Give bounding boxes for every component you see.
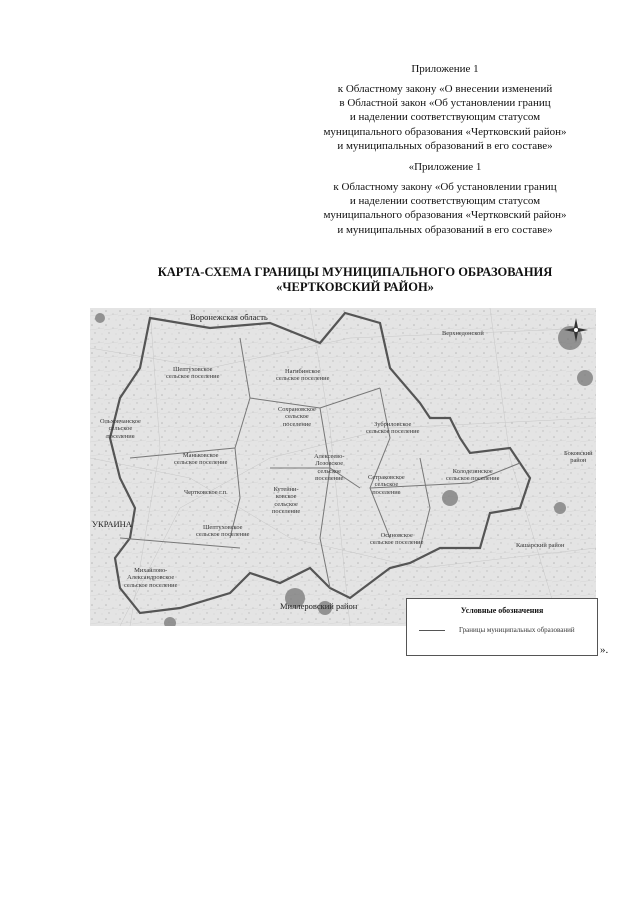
settlement-label: Сохрановское сельское поселение	[278, 406, 316, 428]
map-legend	[406, 598, 598, 656]
settlement-label: Чертковское г.п.	[184, 489, 228, 496]
voronezh-label: Воронежская область	[190, 312, 268, 322]
settlement-label: Маньковское сельское поселение	[174, 452, 228, 467]
settlement-label: Кутейни- ковское сельское поселение	[272, 486, 301, 516]
settlement-label: Осиновское сельское поселение	[370, 532, 424, 547]
bokovsky-label: Боковский район	[564, 450, 593, 465]
map-title: КАРТА-СХЕМА ГРАНИЦЫ МУНИЦИПАЛЬНОГО ОБРАЗОВАНИЯ «ЧЕРТКОВСКИЙ РАЙОН»	[157, 265, 553, 294]
legend-title: Условные обозначения	[460, 606, 544, 615]
annex-description: к Областному закону «О внесении изменений в Областной закон «Об установлении границ и наделении соответствующим статусом муниципального образования «Чертковский район» и муниципальных образований в его составе»	[323, 83, 567, 152]
inner-annex-title: «Приложение 1	[408, 161, 482, 173]
settlement-label: Алексеево- Лозовское сельское поселение	[314, 453, 345, 483]
millerovo-label: Миллеровский район	[280, 601, 358, 611]
ukraine-label: УКРАИНА	[92, 519, 132, 529]
settlement-label: Шептуховское сельское поселение	[166, 366, 220, 381]
settlement-label: Нагибинское сельское поселение	[276, 368, 330, 383]
district-map	[90, 308, 596, 626]
inner-annex-description: к Областному закону «Об установлении границ и наделении соответствующим статусом муниципального образования «Чертковский район» и муниципальных образований в его составе»	[323, 181, 567, 236]
settlement-label: Сетраковское сельское поселение	[368, 474, 405, 496]
settlement-label: Ольховчанское сельское поселение	[100, 418, 141, 440]
verkhnedon-label: Верхнедонской	[442, 330, 484, 337]
settlement-label: Шептуховское сельское поселение	[196, 524, 250, 539]
kashary-label: Кашарский район	[516, 542, 565, 549]
annex-title: Приложение 1	[411, 63, 479, 75]
legend-item-label: Границы муниципальных образований	[459, 626, 575, 634]
settlement-label: Михайлово- Александровское сельское поселение	[124, 567, 178, 589]
north-arrow-icon	[564, 318, 588, 342]
closing-quote: ».	[600, 644, 609, 656]
settlement-label: Зубриловское сельское поселение	[366, 421, 420, 436]
settlement-label: Колодезянское сельское поселение	[446, 468, 500, 483]
legend-boundary-line	[419, 630, 445, 631]
